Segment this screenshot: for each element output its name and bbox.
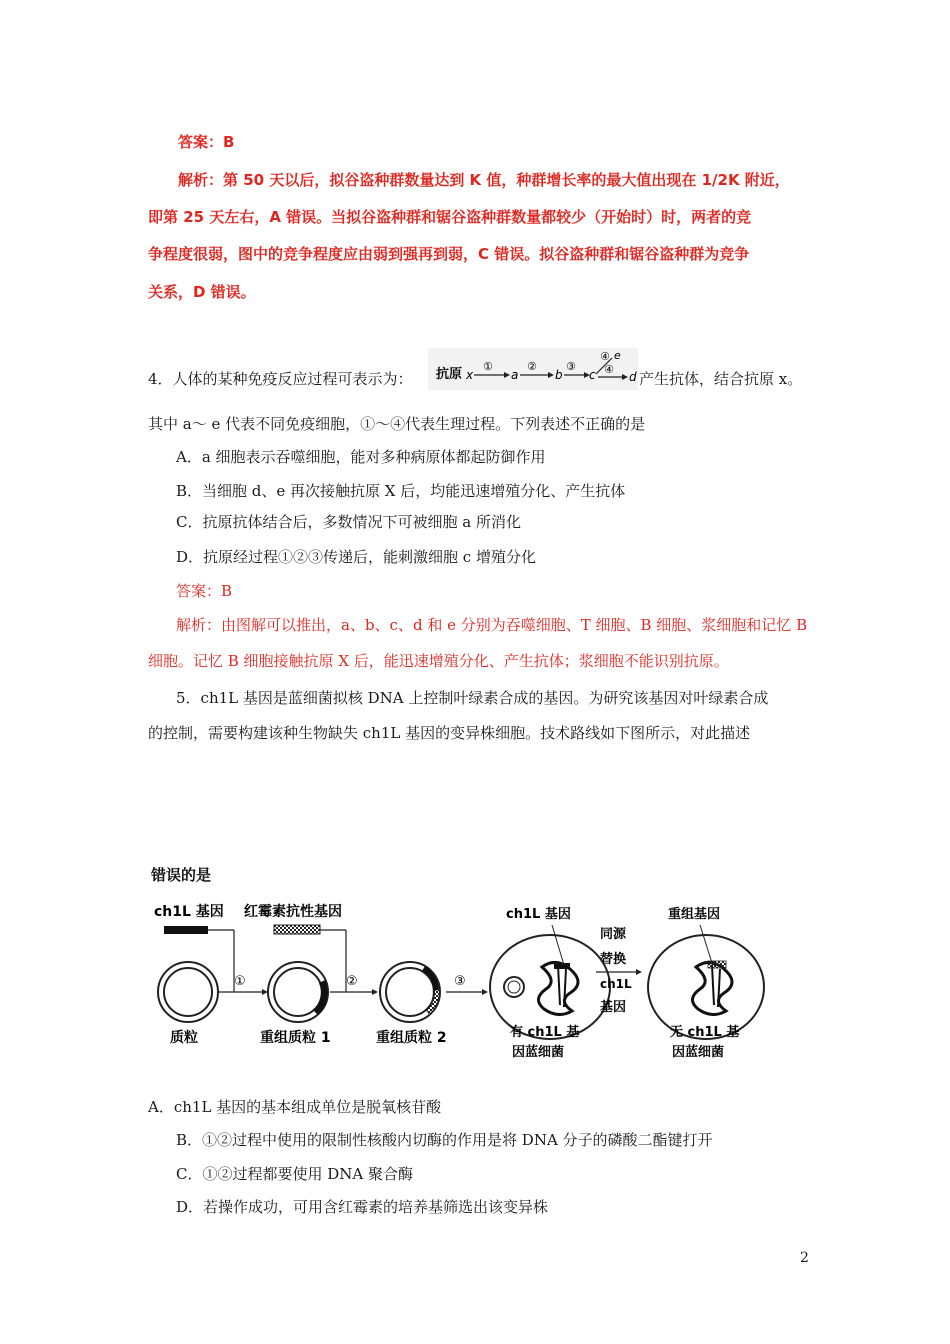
resistance-gene-bar [274,925,320,934]
label-replace-3: ch1L [600,977,632,991]
q4-stem: 4．人体的某种免疫反应过程可表示为： [148,370,413,388]
q4-stem-end: 产生抗体，结合抗原 x。 [639,370,803,388]
gene-knockout-figure [140,895,800,1070]
q4-stem-line-2: 其中 a～ e 代表不同免疫细胞，①～④代表生理过程。下列表述不正确的是 [148,415,646,433]
q5-option-a: A．ch1L 基因的基本组成单位是脱氧核苷酸 [148,1098,442,1116]
diagram-step-1: ① [483,360,493,373]
recombinant-plasmid-1-icon [268,962,328,1022]
label-cell-1-line-2: 因蓝细菌 [512,1045,565,1060]
q5-option-d: D．若操作成功，可用含红霉素的培养基筛选出该变异株 [176,1198,549,1216]
diagram-step-4b: ④ [604,363,614,376]
diagram-x: x [466,368,474,382]
q4-option-d: D．抗原经过程①②③传递后，能刺激细胞 c 增殖分化 [176,548,536,566]
step-3-label: ③ [454,974,466,989]
q4-answer: 答案：B [176,582,233,600]
label-replace-1: 同源 [600,927,627,942]
ch1l-gene-bar [164,926,208,934]
label-cell-2-line-2: 因蓝细菌 [672,1045,725,1060]
bacterium-without-gene-icon [648,935,764,1039]
diagram-cell-c: c [589,368,596,382]
diagram-step-4a: ④ [600,350,610,363]
diagram-antigen: 抗原 [436,367,463,382]
label-recombinant-1: 重组质粒 1 [260,1030,331,1046]
diagram-cell-b: b [555,368,563,382]
q4-option-b: B．当细胞 d、e 再次接触抗原 X 后，均能迅速增殖分化、产生抗体 [176,482,626,500]
q4-analysis-line-1: 解析：由图解可以推出，a、b、c、d 和 e 分别为吞噬细胞、T 细胞、B 细胞、浆细胞和记忆 B [176,616,808,634]
q4-option-a: A．a 细胞表示吞噬细胞，能对多种病原体都起防御作用 [176,448,546,466]
bacterium-with-gene-icon [490,935,610,1039]
step-1-label: ① [234,974,246,989]
label-plasmid: 质粒 [170,1030,198,1046]
q5-stem-line-2: 的控制，需要构建该种生物缺失 ch1L 基因的变异株细胞。技术路线如下图所示，对此描述 [148,724,751,742]
label-replace-4: 基因 [600,1000,627,1015]
step-2-label: ② [346,974,358,989]
figure-caption: 错误的是 [151,866,212,884]
recombinant-plasmid-2-icon [380,962,440,1022]
q3-answer: 答案：B [178,133,235,151]
diagram-cell-a: a [511,368,519,382]
q4-option-c: C．抗原抗体结合后，多数情况下可被细胞 a 所消化 [176,513,521,531]
label-ch1l-gene: ch1L 基因 [154,904,224,920]
immune-process-diagram [428,348,638,390]
label-recombined-gene: 重组基因 [668,907,721,922]
label-resistance-gene: 红霉素抗性基因 [244,904,342,920]
label-recombinant-2: 重组质粒 2 [376,1030,447,1046]
diagram-cell-e: e [614,349,621,362]
label-replace-2: 替换 [600,952,627,967]
diagram-step-3: ③ [566,360,576,373]
q5-stem-line-1: 5．ch1L 基因是蓝细菌拟核 DNA 上控制叶绿素合成的基因。为研究该基因对叶绿素合成 [176,689,769,707]
page-number: 2 [800,1250,809,1266]
plasmid-icon [158,962,218,1022]
q5-option-b: B．①②过程中使用的限制性核酸内切酶的作用是将 DNA 分子的磷酸二酯键打开 [176,1131,713,1149]
label-cell-ch1l-gene: ch1L 基因 [506,907,571,922]
q5-option-c: C．①②过程都要使用 DNA 聚合酶 [176,1165,413,1183]
q3-analysis-line-4: 关系，D 错误。 [148,283,256,301]
diagram-cell-d: d [629,370,637,384]
q3-analysis-line-3: 争程度很弱，图中的竞争程度应由弱到强再到弱，C 错误。拟谷盗种群和锯谷盗种群为竞争 [148,245,750,263]
q3-analysis-line-1: 解析：第 50 天以后，拟谷盗种群数量达到 K 值，种群增长率的最大值出现在 1/2K 附近， [178,171,790,189]
label-cell-2-line-1: 无 ch1L 基 [670,1025,740,1040]
q4-analysis-line-2: 细胞。记忆 B 细胞接触抗原 X 后，能迅速增殖分化、产生抗体；浆细胞不能识别抗原。 [148,652,729,670]
label-cell-1-line-1: 有 ch1L 基 [510,1025,580,1040]
diagram-step-2: ② [527,360,537,373]
q3-analysis-line-2: 即第 25 天左右，A 错误。当拟谷盗种群和锯谷盗种群数量都较少（开始时）时，两者的竞 [148,208,752,226]
